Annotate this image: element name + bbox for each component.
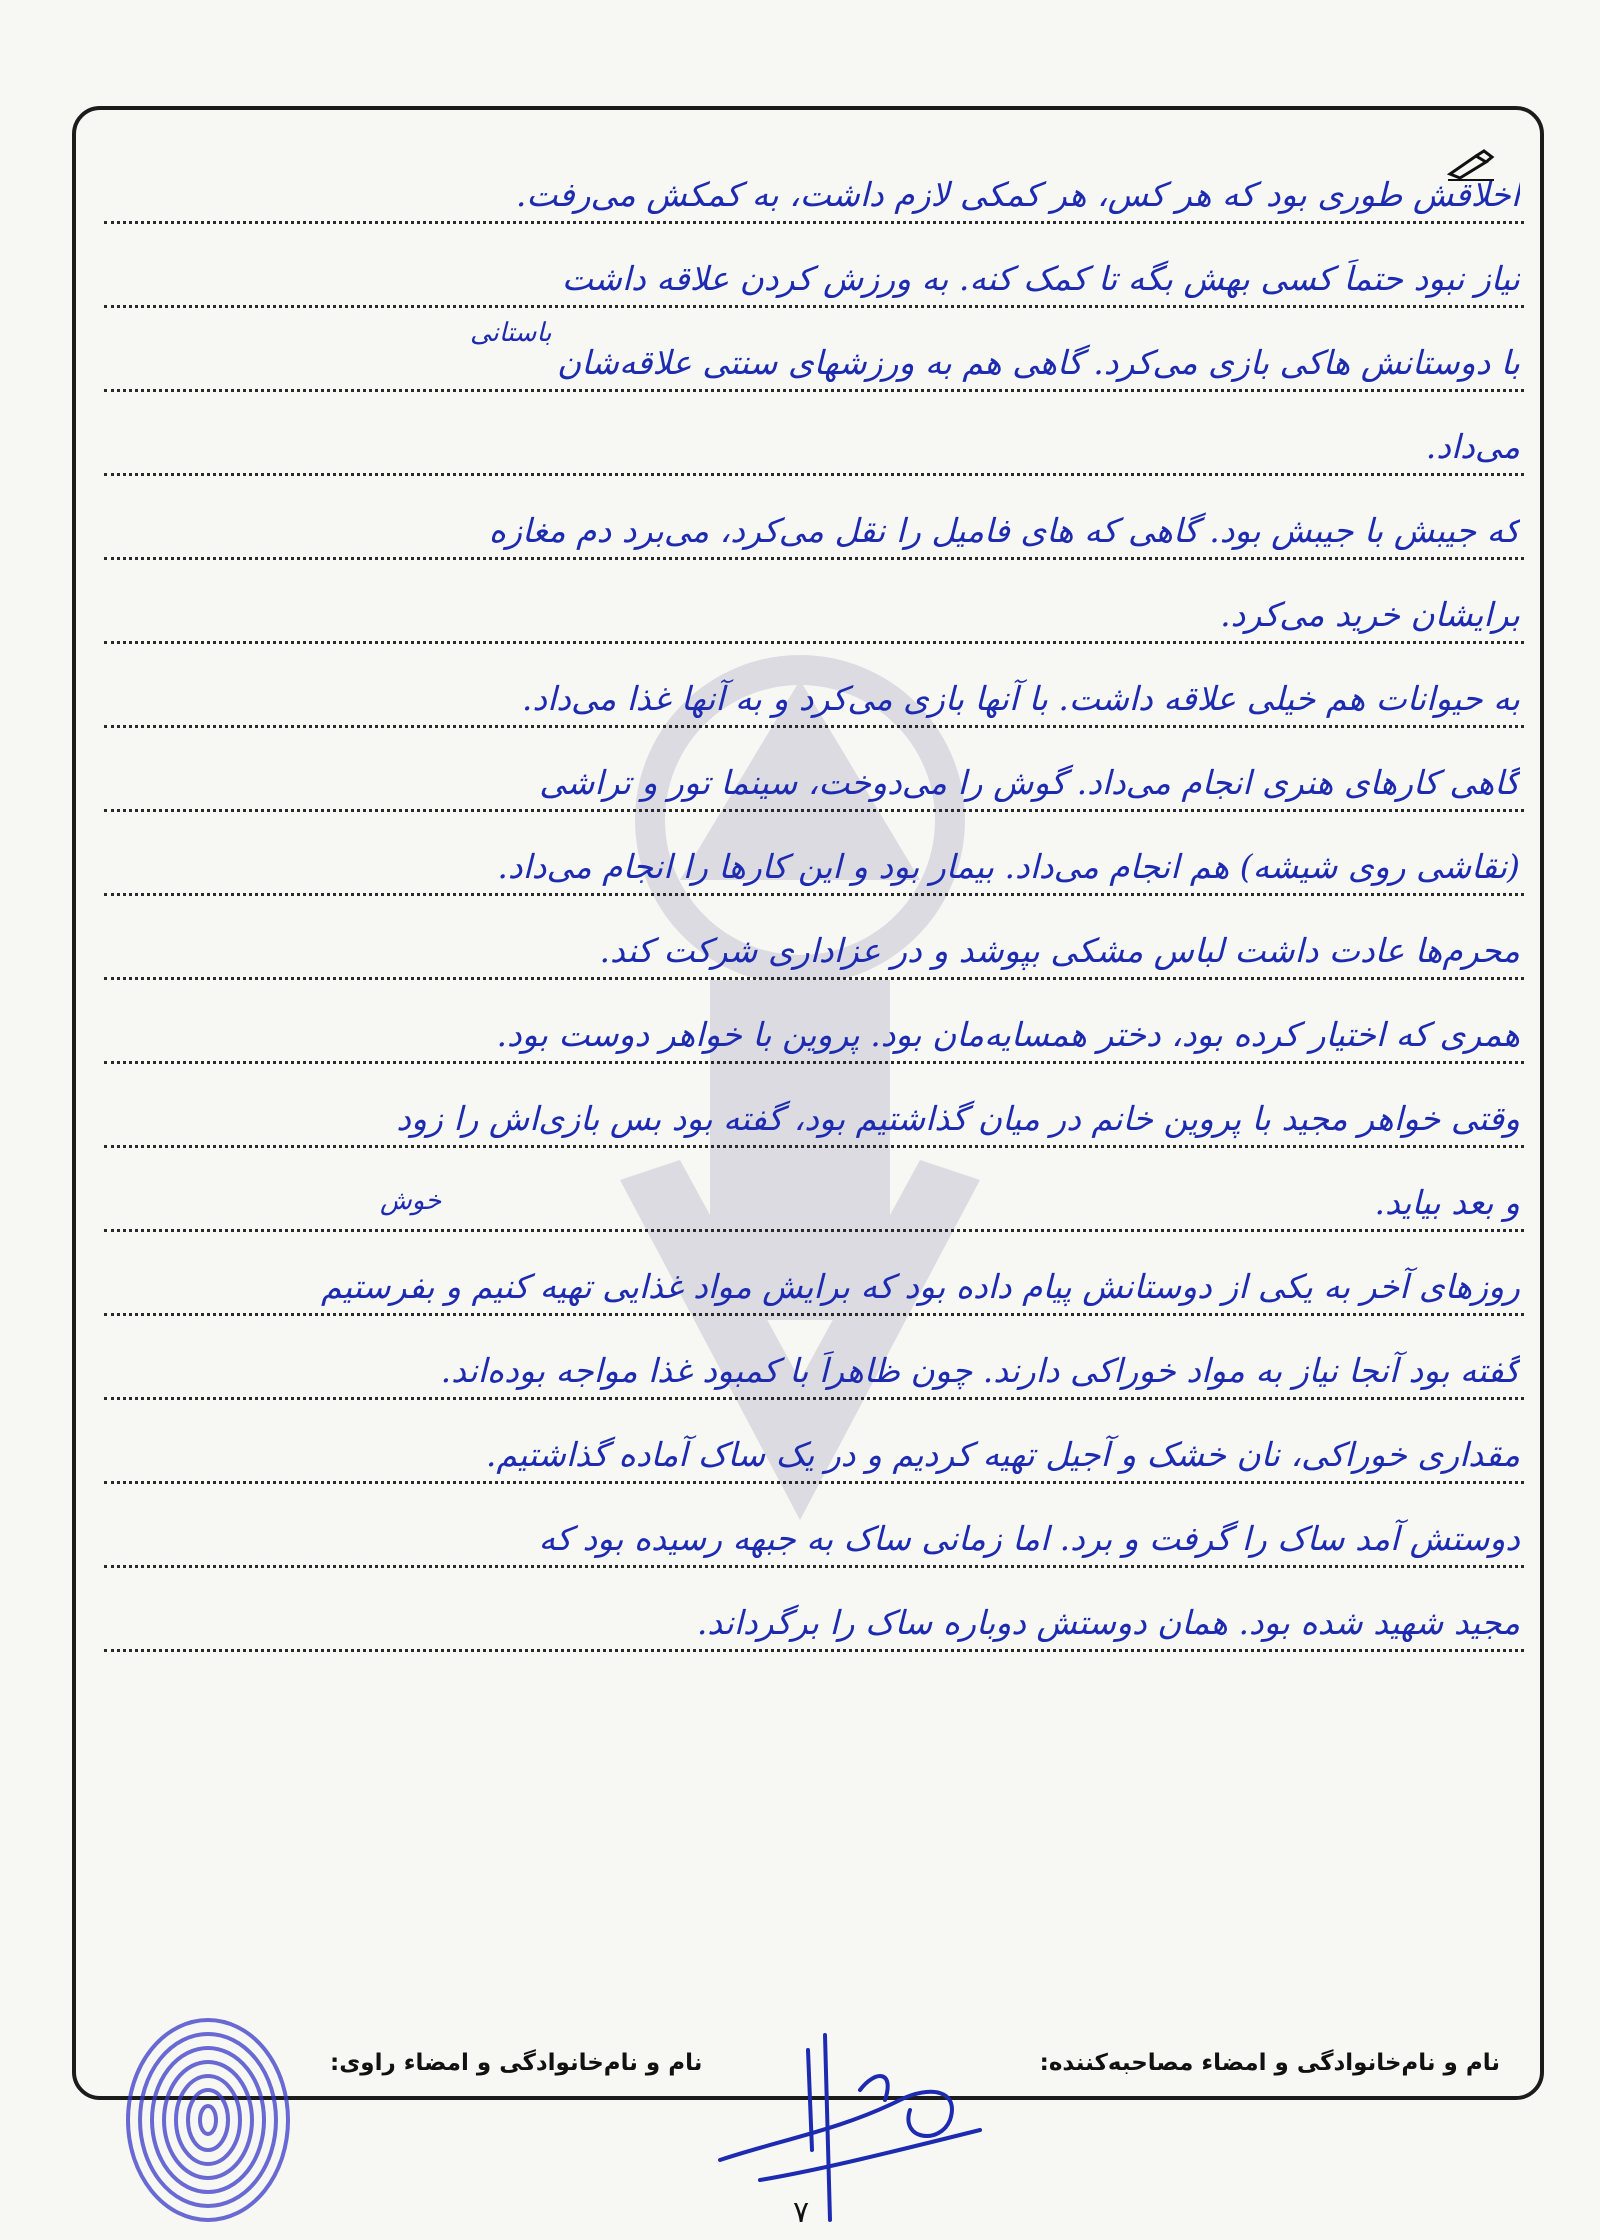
handwritten-line (104, 1568, 1524, 1652)
line-text: به حیوانات هم خیلی علاقه داشت. با آنها بازی می‌کرد و به آنها غذا می‌داد. (521, 679, 1520, 718)
line-text: وقتی خواهر مجید با پروین خانم در میان گذاشتیم بود، گفته بود بس بازی‌اش را زود (396, 1099, 1520, 1138)
supralinear-note: خوش (380, 1186, 442, 1216)
line-text: اخلاقش طوری بود که هر کس، هر کمکی لازم داشت، به کمکش می‌رفت. (515, 175, 1520, 214)
handwritten-line (104, 476, 1524, 560)
handwritten-line (104, 1316, 1524, 1400)
handwritten-line (104, 1400, 1524, 1484)
handwritten-line (104, 896, 1524, 980)
interviewer-signature-label: نام و نام‌خانوادگی و امضاء مصاحبه‌کننده: (1039, 2050, 1500, 2076)
handwritten-line (104, 644, 1524, 728)
handwritten-line (104, 224, 1524, 308)
line-text: گاهی کارهای هنری انجام می‌داد. گوش را می‌دوخت، سینما تور و تراشی (539, 763, 1520, 802)
handwritten-line (104, 1148, 1524, 1232)
signature-image (700, 2030, 1020, 2230)
handwritten-line (104, 812, 1524, 896)
line-text: همری که اختیار کرده بود، دختر همسایه‌مان بود. پروین با خواهر دوست بود. (496, 1015, 1520, 1054)
handwritten-line (104, 1232, 1524, 1316)
line-text: محرم‌ها عادت داشت لباس مشکی بپوشد و در عزاداری شرکت کند. (599, 931, 1520, 970)
line-text: با دوستانش هاکی بازی می‌کرد. گاهی هم به ورزشهای سنتی علاقه‌شان (557, 343, 1520, 382)
handwritten-line (104, 560, 1524, 644)
line-text: نیاز نبود حتماً کسی بهش بگه تا کمک کنه. به ورزش کردن علاقه داشت (561, 259, 1520, 298)
handwritten-line (104, 1484, 1524, 1568)
line-text: که جیبش با جیبش بود. گاهی که های فامیل را نقل می‌کرد، می‌برد دم مغازه (488, 511, 1520, 550)
line-text: می‌داد. (1425, 427, 1520, 466)
handwritten-line (104, 728, 1524, 812)
handwritten-line (104, 1064, 1524, 1148)
handwritten-lines (104, 140, 1524, 1652)
handwritten-line (104, 392, 1524, 476)
line-text: مجید شهید شده بود. همان دوستش دوباره ساک را برگرداند. (696, 1603, 1520, 1642)
fingerprint-image (118, 2010, 298, 2230)
line-text: گفته بود آنجا نیاز به مواد خوراکی دارند. چون ظاهراً با کمبود غذا مواجه بوده‌اند. (440, 1351, 1520, 1390)
handwritten-line (104, 980, 1524, 1064)
narrator-signature-label: نام و نام‌خانوادگی و امضاء راوی: (330, 2050, 703, 2076)
page-number: ۷ (793, 2195, 810, 2230)
line-text: روزهای آخر به یکی از دوستانش پیام داده بود که برایش مواد غذایی تهیه کنیم و بفرستیم (321, 1267, 1520, 1306)
handwritten-line (104, 140, 1524, 224)
supralinear-note: باستانی (470, 318, 552, 348)
line-text: و بعد بیاید. (1374, 1183, 1520, 1222)
line-text: دوستش آمد ساک را گرفت و برد. اما زمانی ساک به جبهه رسیده بود که (538, 1519, 1520, 1558)
line-text: مقداری خوراکی، نان خشک و آجیل تهیه کردیم و در یک ساک آماده گذاشتیم. (485, 1435, 1520, 1474)
line-text: (نقاشی روی شیشه) هم انجام می‌داد. بیمار بود و این کارها را انجام می‌داد. (497, 847, 1520, 886)
line-text: برایشان خرید می‌کرد. (1220, 595, 1520, 634)
handwritten-line (104, 308, 1524, 392)
